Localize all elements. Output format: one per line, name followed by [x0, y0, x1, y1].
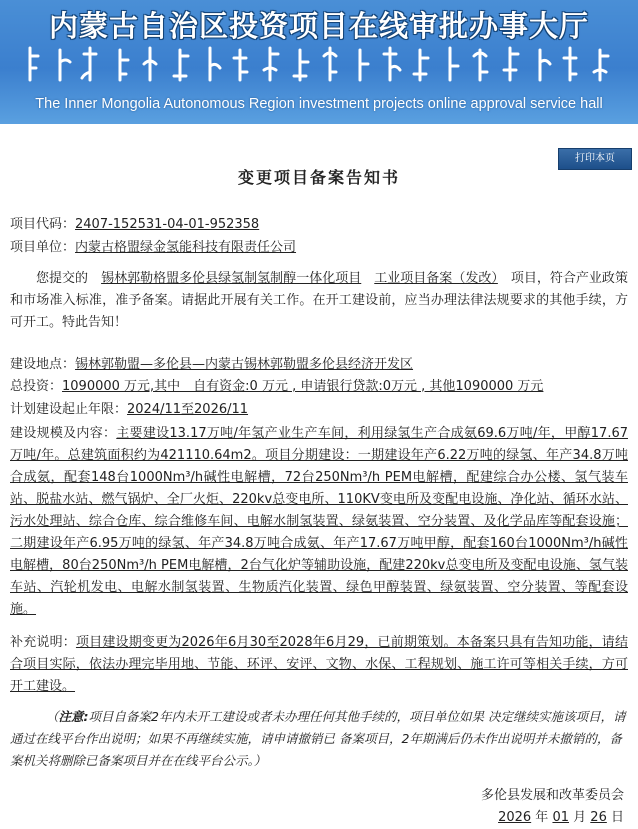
- investment-row: [10, 378, 543, 396]
- notice-body: 项目，符合产业政策和市场准入标准，准予备案。请据此开展有关工作。在开工建设前，应当办理法律法规要求的其他手续，方可开工。特此告知！: [10, 271, 628, 330]
- supplement-label: 补充说明：: [10, 635, 76, 650]
- note-paragraph: [10, 706, 628, 772]
- note-body: 项目自备案2年内未开工建设或者未办理任何其他手续的，项目单位如果 决定继续实施该项目，请通过在线平台作出说明；如果不再继续实施，请申请撤销已 备案项目，2年期满后仍未作出说明并未撤销的，备案机关将删除已备案项目并在在线平台公示。）: [10, 709, 626, 768]
- note-open: （: [46, 709, 59, 724]
- supplement-value: 项目建设期变更为2026年6月30至2028年6月29，已前期策划。本备案只具有告知功能，请结合项目实际，依法办理完毕用地、节能、环评、安评、文物、水保、工程规划、施工许可等相关手续，方可开工建设。: [10, 635, 628, 694]
- date-day: 26: [590, 810, 607, 825]
- page-title: 变更项目备案告知书: [237, 168, 400, 187]
- scale-label: 建设规模及内容：: [10, 426, 117, 441]
- scale-value: 主要建设13.17万吨/年氢产业生产车间，利用绿氢生产合成氨69.6万吨/年，甲醇17.67万吨/年。总建筑面积约为421110.64m2。项目分期建设：一期建设年产6.22万吨的绿氢、年产34.8万吨合成氨，配套148台1000Nm³/h碱性电解槽，72台250Nm³/h PEM电解槽，配建综合办公楼、氢气装车站、脱盐水站、燃气锅炉、全厂火炬、220kv总变电所、110KV变电所及变配电设施、净化站、循环水站、污水处理站、综合仓库、综合维修车间、电解水制氢装置、绿氨装置、空分装置、及化学品库等配套设施；二期建设年产6.95万吨的绿氢、年产34.8万吨合成氨、年产17.67万吨甲醇，配套160台1000Nm³/h碱性电解槽，80台250Nm³/h PEM电解槽，2台气化炉等辅助设施，配建220kv总变电所及变配电设施、氢气装车站、汽轮机发电、电解水制氢装置、生物质汽化装置、绿色甲醇装置、绿氨装置、空分装置、等配套设施。: [10, 426, 628, 617]
- project-code-row: [10, 216, 259, 234]
- date-month-unit: 月: [573, 810, 587, 825]
- date-year: 2026: [498, 810, 532, 825]
- location-value: 锡林郭勒盟—多伦县—内蒙古锡林郭勒盟多伦县经济开发区: [75, 357, 414, 372]
- investment-value: 1090000 万元,其中 自有资金:0 万元 , 申请银行贷款:0万元 , 其他1090000 万元: [62, 379, 544, 394]
- issuer: 多伦县发展和改革委员会: [480, 788, 624, 803]
- supplement-paragraph: [10, 632, 628, 698]
- period-label: 计划建设起止年限：: [10, 402, 128, 417]
- site-title-en: The Inner Mongolia Autonomous Region investment projects online approval service hall: [35, 96, 603, 112]
- issue-date: [498, 806, 624, 825]
- project-unit-value: 内蒙古格盟绿金氢能科技有限责任公司: [75, 240, 297, 255]
- location-label: 建设地点：: [10, 357, 76, 372]
- project-code-label: 项目代码：: [10, 217, 76, 232]
- date-year-unit: 年: [535, 810, 549, 825]
- notice-prefix: 您提交的: [36, 271, 89, 286]
- date-month: 01: [552, 810, 569, 825]
- period-value: 2024/11至2026/11: [127, 402, 249, 417]
- site-title-cn: 内蒙古自治区投资项目在线审批办事大厅: [48, 9, 589, 43]
- scale-paragraph: [10, 423, 628, 621]
- notice-paragraph: [10, 268, 628, 334]
- record-type: 工业项目备案（发改）: [374, 271, 498, 286]
- print-button[interactable]: 打印本页: [558, 148, 632, 170]
- project-code-value: 2407-152531-04-01-952358: [75, 217, 260, 232]
- note-strong: 注意:: [58, 709, 89, 724]
- mongolian-script-logo: [20, 42, 618, 86]
- period-row: [10, 401, 248, 419]
- header-banner: [0, 0, 638, 124]
- date-day-unit: 日: [610, 810, 624, 825]
- location-row: [10, 356, 413, 374]
- project-unit-label: 项目单位：: [10, 240, 76, 255]
- project-unit-row: [10, 239, 296, 257]
- project-name: 锡林郭勒格盟多伦县绿氢制氢制醇一体化项目: [101, 271, 362, 286]
- investment-label: 总投资：: [10, 379, 63, 394]
